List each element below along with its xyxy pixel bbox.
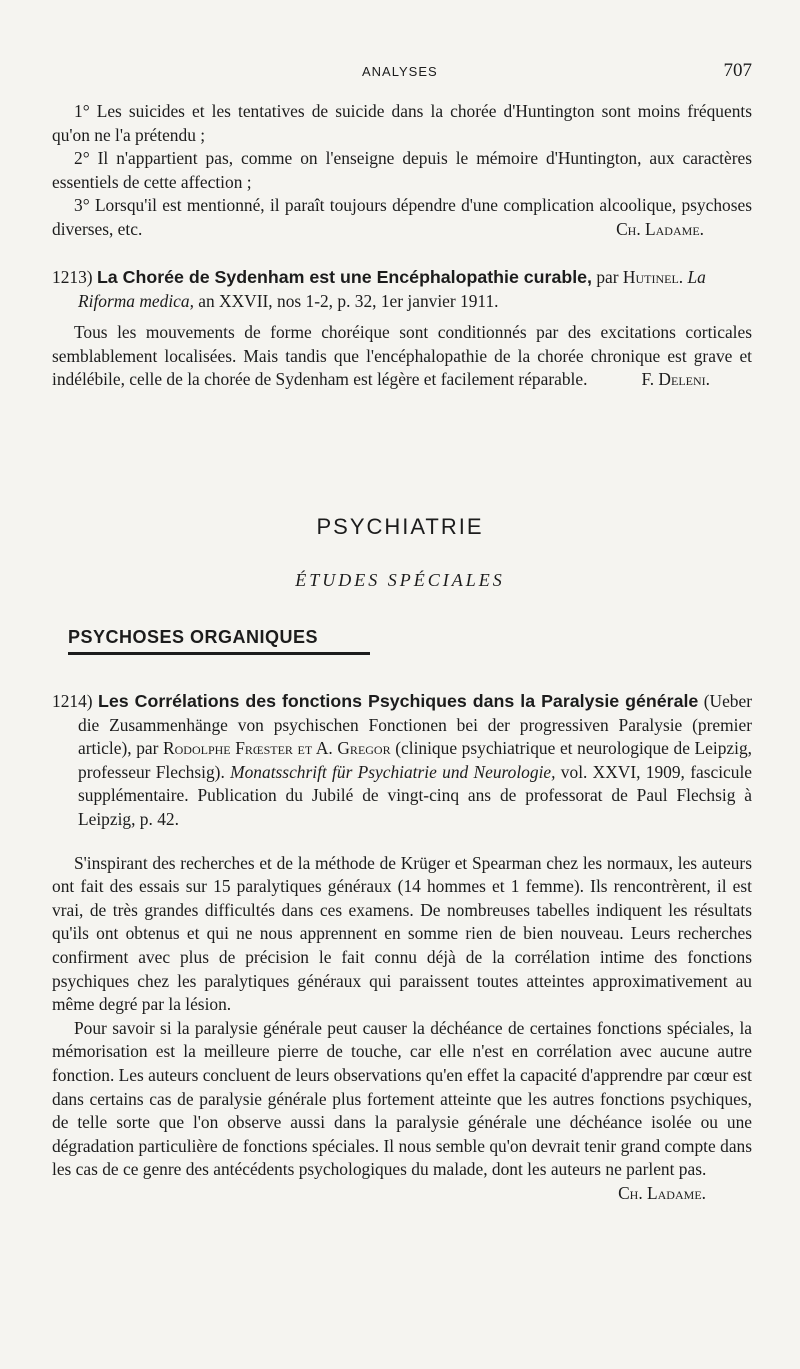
rubric-underline [68, 652, 370, 655]
entry-1213-body: Tous les mouvements de forme choréique sont conditionnés par des excitations corticales semblablement localisées. Mais tandis que l'encéphalopathie de la chorée chronique est grave et indélébile, celle de la chorée de Sydenham est légère et facilement réparable. [52, 322, 752, 390]
subsection-title: ÉTUDES SPÉCIALES [295, 570, 505, 590]
entry-1214-para-2: Pour savoir si la paralysie générale peut causer la déchéance de certaines fonctions spéciales, la mémorisation est la meilleure pierre de touche, car elle n'est en corrélation avec aucune autre fonction. Les auteurs concluent de leurs observations qu'en effet la capacité d'apprendre par cœur est dans certains cas de paralysie générale plus fortement atteinte que les autres fonctions psychiques, de telle sorte que l'on observe aussi dans la paralysie générale une déchéance isolée ou une dégradation particulière de fonctions spéciales. Il nous semble qu'on devrait tenir grand compte dans les cas de ce genre des antécédents psychologiques du malade, dont les auteurs ne parlent pas. [52, 1017, 752, 1180]
entry-title: La Chorée de Sydenham est une Encéphalopathie curable, [96, 267, 592, 287]
conclusion-item-1: 1° Les suicides et les tentatives de suicide dans la chorée d'Huntington sont moins fréquents qu'on ne l'a prétendu ; [52, 101, 752, 145]
entry-journal: Monatsschrift für Psychiatrie und Neurologie, [230, 761, 556, 782]
entry-ref-b: (clinique psychiatrique et neurologique de Leipzig, professeur Flechsig). [78, 738, 752, 782]
signature-ladame-1: Ch. Ladame. [616, 218, 704, 239]
entry-authors: Rodolphe Frœster et A. Gregor [163, 738, 391, 759]
page-header [0, 60, 800, 84]
rubric-title: PSYCHOSES ORGANIQUES [68, 627, 319, 647]
conclusions-list [52, 100, 752, 242]
running-title: ANALYSES [362, 64, 438, 79]
entry-1214 [52, 690, 752, 1205]
entry-1214-heading [52, 690, 752, 832]
page-number: 707 [723, 60, 752, 81]
entry-1214-para-1: S'inspirant des recherches et de la méthode de Krüger et Spearman chez les normaux, les auteurs ont fait des essais sur 15 paralytiques généraux (14 hommes et 1 femme). Ils rencontrèrent, il est vrai, de très grandes difficultés dans ces examens. De nombreuses tabelles indiquent les résultats qu'ils ont obtenus et qui ne nous apprennent en somme rien de bien nouveau. Leurs recherches confirment avec plus de précision le fait connu déjà de la corrélation intime des fonctions psychiques chez les paralytiques généraux qui paraissent toutes atteintes approximativement au même degré par la lésion. [52, 852, 752, 1015]
entry-ref-c: vol. XXVI, 1909, fascicule supplémentaire. Publication du Jubilé de vingt-cinq ans de professorat de Paul Flechsig à Leipzig, p. 42. [78, 761, 753, 829]
entry-details: an XXVII, nos 1-2, p. 32, 1er janvier 1911. [198, 290, 499, 311]
entry-number: 1214) [52, 691, 93, 711]
conclusion-item-2: 2° Il n'appartient pas, comme on l'enseigne depuis le mémoire d'Huntington, aux caractères essentiels de cette affection ; [52, 148, 752, 192]
entry-journal: La Riforma medica, [78, 267, 706, 311]
signature-ladame-2: Ch. Ladame. [618, 1182, 706, 1203]
entry-ref-a: (Ueber die Zusammenhänge von psychischen Fonctionen bei der progressiven Paralysie (premier article), par [78, 691, 752, 759]
entry-1213-heading [52, 266, 752, 313]
section-title: PSYCHIATRIE [316, 514, 484, 539]
entry-by: par [596, 267, 619, 287]
entry-number: 1213) [52, 267, 93, 287]
signature-deleni: F. Deleni. [641, 369, 710, 390]
entry-author: Hutinel. [622, 267, 684, 287]
entry-1213 [52, 266, 752, 392]
conclusion-item-3: 3° Lorsqu'il est mentionné, il paraît toujours dépendre d'une complication alcoolique, psychoses diverses, etc. [52, 195, 752, 239]
entry-title: Les Corrélations des fonctions Psychiques dans la Paralysie générale [97, 691, 699, 711]
